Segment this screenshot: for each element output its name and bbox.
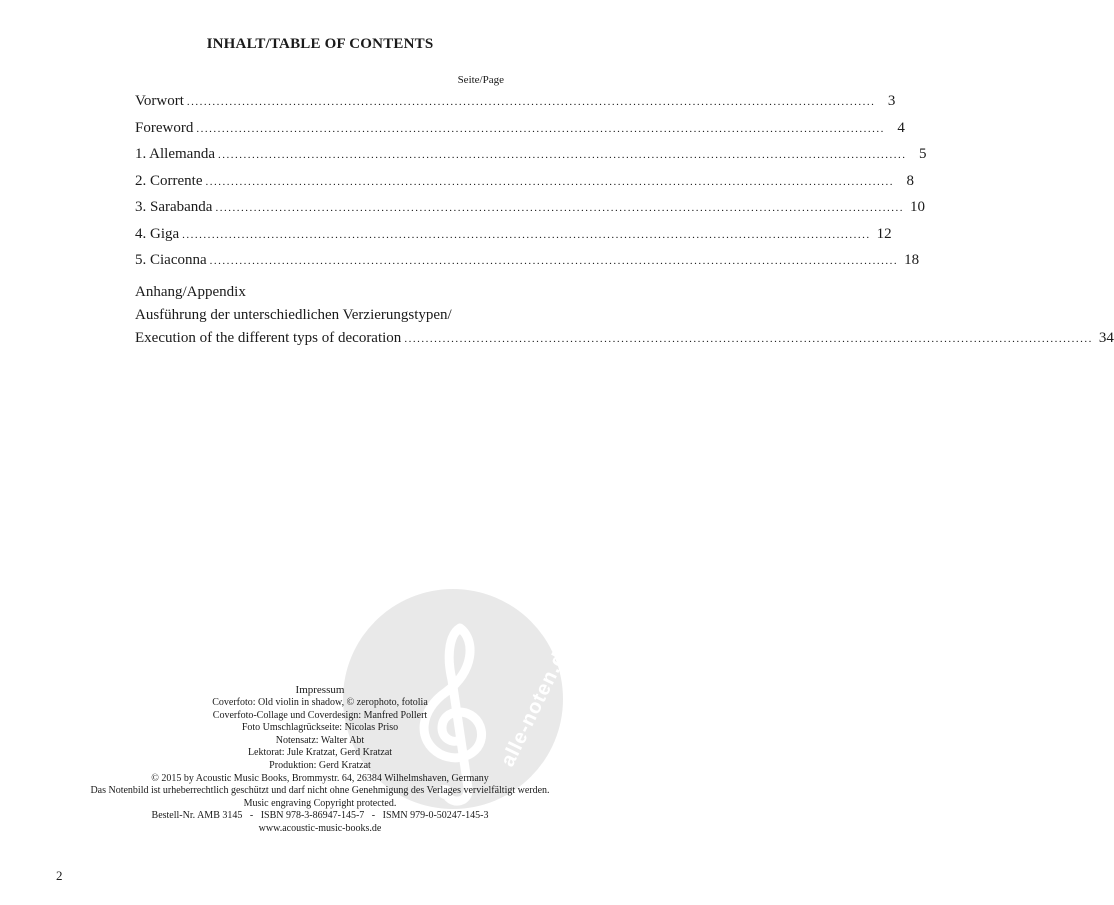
dot-leader xyxy=(182,229,871,241)
toc-entry-page: 10 xyxy=(909,199,925,215)
impressum-line: Coverfoto-Collage und Coverdesign: Manfred Pollert xyxy=(212,709,428,721)
dot-leader xyxy=(210,255,899,267)
toc-entry-label: Vorwort xyxy=(135,93,184,109)
dot-leader xyxy=(404,328,1093,351)
toc-entry-sarabanda xyxy=(135,199,925,226)
impressum-line: www.acoustic-music-books.de xyxy=(258,822,382,834)
appendix-subtitle: Ausführung der unterschiedlichen Verzierungstypen/ xyxy=(135,306,452,323)
table-of-contents xyxy=(135,93,1114,350)
toc-entry-label: Execution of the different typs of decoration xyxy=(135,329,402,346)
impressum-line: Notensatz: Walter Abt xyxy=(275,734,365,746)
appendix-row xyxy=(135,327,1114,350)
impressum-line: Foto Umschlagrückseite: Nicolas Priso xyxy=(241,722,399,734)
toc-entry-allemanda xyxy=(135,146,927,173)
impressum-line: Bestell-Nr. AMB 3145 - ISBN 978-3-86947-145-7 - ISMN 979-0-50247-145-3 xyxy=(151,810,489,822)
toc-entry-label: 1. Allemanda xyxy=(135,146,215,162)
toc-entry-ciaconna xyxy=(135,252,920,279)
toc-entry-giga xyxy=(135,225,892,253)
dot-leader xyxy=(196,123,885,135)
dot-leader xyxy=(187,96,876,108)
toc-entry-label: Foreword xyxy=(135,119,194,136)
impressum-line: Coverfoto: Old violin in shadow, © zerophoto, fotolia xyxy=(212,697,428,708)
watermark-text: alle-noten.de xyxy=(496,637,577,771)
toc-entry-label: 4. Giga xyxy=(135,225,180,242)
impressum-line: Lektorat: Jule Kratzat, Gerd Kratzat xyxy=(247,747,393,759)
toc-entry-page: 12 xyxy=(876,225,892,242)
dot-leader xyxy=(218,149,907,161)
toc-entry-vorwort xyxy=(135,93,896,120)
toc-entry-corrente xyxy=(135,172,914,200)
impressum-line: © 2015 by Acoustic Music Books, Brommystr. 64, 26384 Wilhelmshaven, Germany xyxy=(151,772,489,784)
toc-entry-foreword xyxy=(135,119,905,147)
toc-entry-page: 4 xyxy=(897,119,905,136)
impressum-title: Impressum xyxy=(295,684,345,696)
page-number: 2 xyxy=(56,868,63,883)
toc-entry-page: 5 xyxy=(918,146,927,162)
appendix-heading: Anhang/Appendix xyxy=(135,283,246,300)
toc-entry-appendix xyxy=(135,281,1114,350)
dot-leader xyxy=(205,176,894,188)
toc-entry-label: 5. Ciaconna xyxy=(135,252,207,268)
page-column-header: Seite/Page xyxy=(457,74,504,86)
toc-entry-page: 8 xyxy=(906,172,914,189)
toc-entry-page: 18 xyxy=(904,252,920,268)
impressum-line: Produktion: Gerd Kratzat xyxy=(269,759,371,771)
toc-entry-label: 3. Sarabanda xyxy=(135,199,213,215)
page-title: INHALT/TABLE OF CONTENTS xyxy=(206,36,434,52)
dot-leader xyxy=(215,202,904,214)
impressum xyxy=(0,683,640,836)
toc-entry-page: 34 xyxy=(1098,329,1114,346)
impressum-line: Das Notenbild ist urheberrechtlich geschützt und darf nicht ohne Genehmigung des Verlages vervielfältigt werden. xyxy=(90,785,550,797)
toc-entry-label: 2. Corrente xyxy=(135,172,203,189)
impressum-line: Music engraving Copyright protected. xyxy=(243,797,397,809)
toc-entry-page: 3 xyxy=(887,93,896,109)
